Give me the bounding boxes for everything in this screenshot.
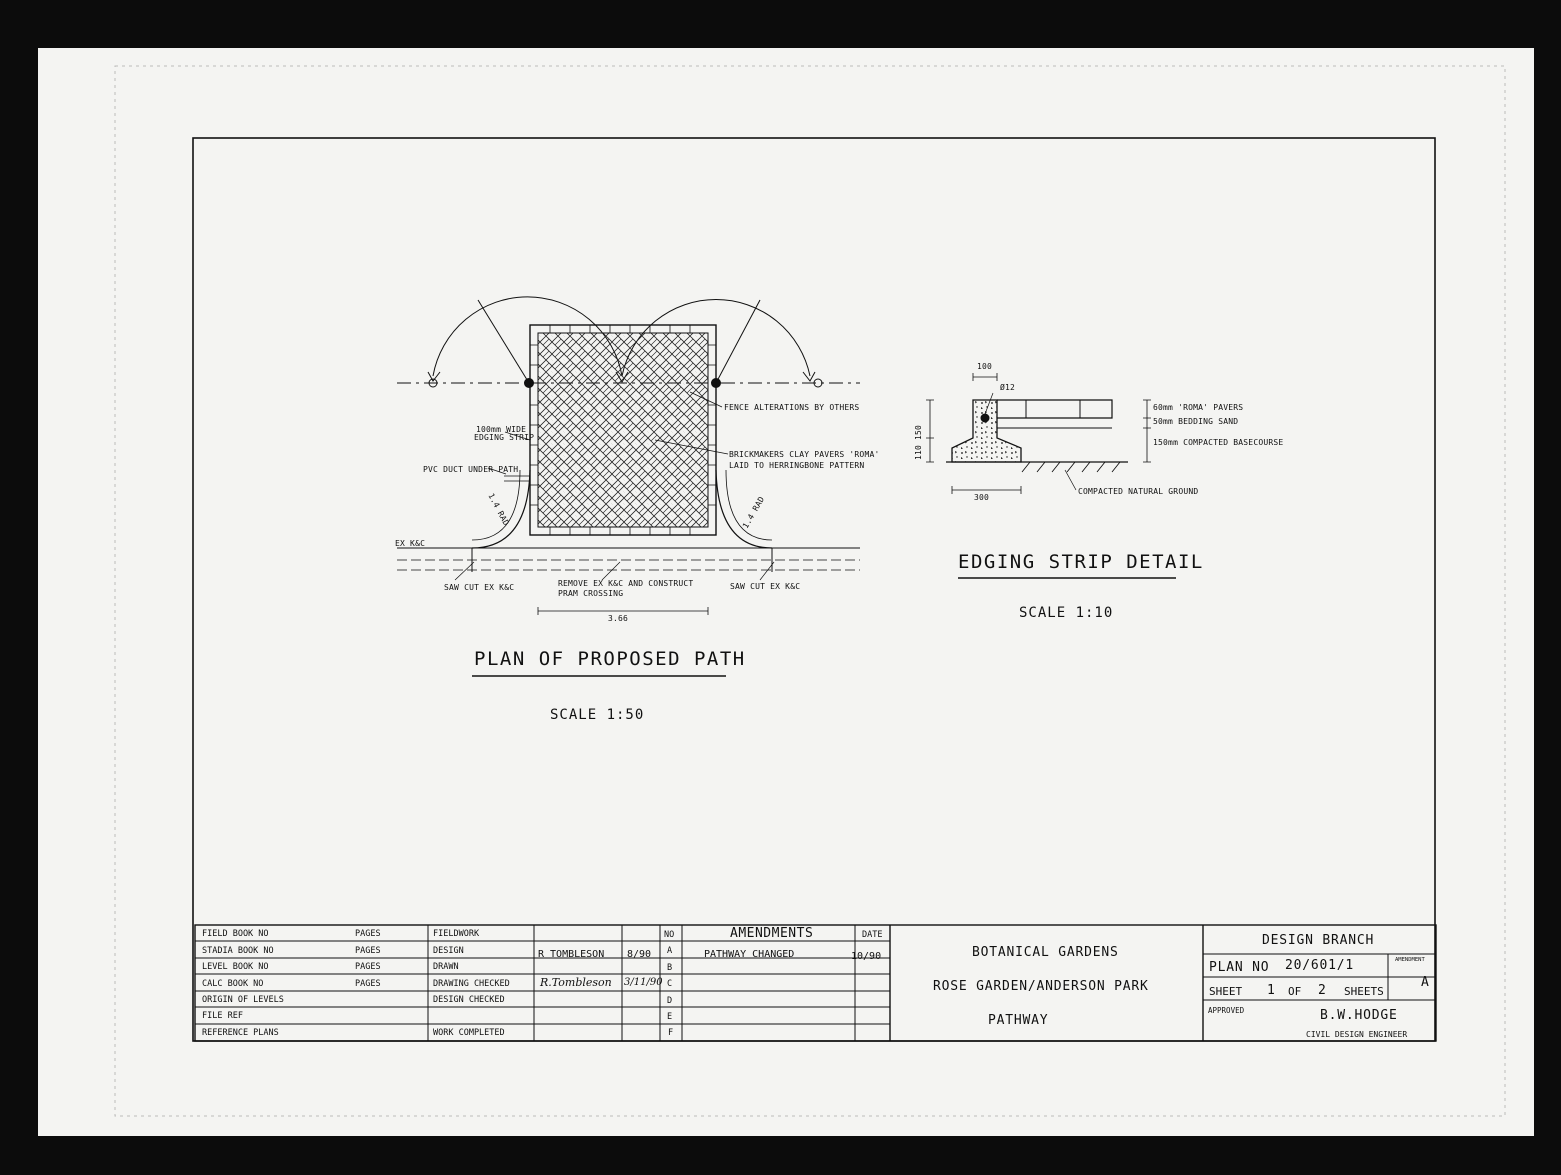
detail-drawing	[926, 373, 1176, 578]
pavers-note-line1: BRICKMAKERS CLAY PAVERS 'ROMA'	[729, 450, 880, 459]
project-line2: ROSE GARDEN/ANDERSON PARK	[933, 979, 1149, 994]
pvc-note: PVC DUCT UNDER PATH	[423, 465, 519, 474]
plan-width-dimension: 3.66	[608, 614, 629, 623]
title-block-grid	[195, 925, 1436, 1041]
row-task: DESIGN	[433, 946, 464, 956]
edging-note-line2: EDGING STRIP	[474, 433, 535, 442]
project-line1: BOTANICAL GARDENS	[972, 945, 1119, 960]
amend-no-header: NO	[664, 930, 675, 940]
row-task: DRAWN	[433, 962, 459, 972]
plan-drawing	[397, 297, 860, 676]
amend-row-no: D	[667, 996, 673, 1006]
amend-row-date: 10/90	[851, 951, 882, 962]
row-label: FILE REF	[202, 1011, 243, 1021]
row-pages: PAGES	[355, 962, 381, 972]
sheet-number: 1	[1267, 983, 1276, 998]
row-pages: PAGES	[355, 979, 381, 989]
radius-left-note: 1.4 RAD	[486, 491, 511, 528]
remove-note-line1: REMOVE EX K&C AND CONSTRUCT	[558, 579, 694, 588]
sheet-total: 2	[1318, 983, 1327, 998]
detail-pavers-note: 60mm 'ROMA' PAVERS	[1153, 403, 1244, 412]
amend-row-no: B	[667, 963, 673, 973]
sheet-label: SHEET	[1209, 985, 1243, 998]
row-label: LEVEL BOOK NO	[202, 962, 269, 972]
detail-sand-note: 50mm BEDDING SAND	[1153, 417, 1239, 426]
row-label: STADIA BOOK NO	[202, 946, 274, 956]
amend-row-no: C	[667, 979, 673, 989]
detail-dim-150: 150	[914, 424, 924, 441]
sawcut-left-note: SAW CUT EX K&C	[444, 583, 515, 592]
row-pages: PAGES	[355, 929, 381, 939]
row-date: 8/90	[627, 949, 652, 960]
plan-scale: SCALE 1:50	[550, 707, 645, 723]
approver-title: CIVIL DESIGN ENGINEER	[1306, 1030, 1408, 1039]
detail-dim-110: 110	[914, 444, 924, 461]
remove-note-line2: PRAM CROSSING	[558, 589, 624, 598]
detail-dim-300: 300	[974, 493, 990, 502]
amendment-letter: A	[1421, 975, 1430, 990]
plan-title: PLAN OF PROPOSED PATH	[474, 648, 746, 670]
of-label: OF	[1288, 985, 1302, 998]
amend-row-text: PATHWAY CHANGED	[704, 949, 795, 960]
row-date: 3/11/90	[624, 977, 663, 988]
branch-name: DESIGN BRANCH	[1262, 933, 1375, 948]
row-label: FIELD BOOK NO	[202, 929, 269, 939]
checker-signature: R.Tombleson	[540, 976, 612, 989]
row-task: DRAWING CHECKED	[433, 979, 510, 989]
row-task: DESIGN CHECKED	[433, 995, 505, 1005]
amend-row-no: A	[667, 946, 673, 956]
detail-bar-note: Ø12	[1000, 383, 1016, 392]
fence-note: FENCE ALTERATIONS BY OTHERS	[724, 403, 860, 412]
row-pages: PAGES	[355, 946, 381, 956]
row-by: R TOMBLESON	[538, 949, 605, 960]
sawcut-right-note: SAW CUT EX K&C	[730, 582, 801, 591]
amend-date-header: DATE	[862, 930, 883, 940]
amend-row-no: E	[667, 1012, 673, 1022]
exkc-note: EX K&C	[395, 539, 426, 548]
row-label: ORIGIN OF LEVELS	[202, 995, 284, 1005]
amend-title-header: AMENDMENTS	[730, 926, 814, 941]
approver-name: B.W.HODGE	[1320, 1008, 1398, 1023]
plan-number: 20/601/1	[1285, 958, 1355, 973]
detail-ground-note: COMPACTED NATURAL GROUND	[1078, 487, 1199, 496]
detail-base-note: 150mm COMPACTED BASECOURSE	[1153, 438, 1284, 447]
detail-title: EDGING STRIP DETAIL	[958, 551, 1204, 573]
pavers-note-line2: LAID TO HERRINGBONE PATTERN	[729, 461, 865, 470]
row-label: CALC BOOK NO	[202, 979, 264, 989]
plan-no-label: PLAN NO	[1209, 960, 1270, 975]
row-task: WORK COMPLETED	[433, 1028, 505, 1038]
edging-note-line1: 100mm WIDE	[476, 425, 527, 434]
detail-dim-100: 100	[977, 362, 993, 371]
approved-label: APPROVED	[1208, 1006, 1245, 1015]
radius-right-note: 1.4 RAD	[740, 495, 767, 530]
sheets-label: SHEETS	[1344, 985, 1384, 998]
row-task: FIELDWORK	[433, 929, 480, 939]
row-label: REFERENCE PLANS	[202, 1028, 279, 1038]
amend-row-no: F	[668, 1028, 674, 1038]
detail-scale: SCALE 1:10	[1019, 605, 1114, 621]
amendment-label: AMENDMENT	[1395, 957, 1425, 963]
project-line3: PATHWAY	[988, 1013, 1049, 1028]
